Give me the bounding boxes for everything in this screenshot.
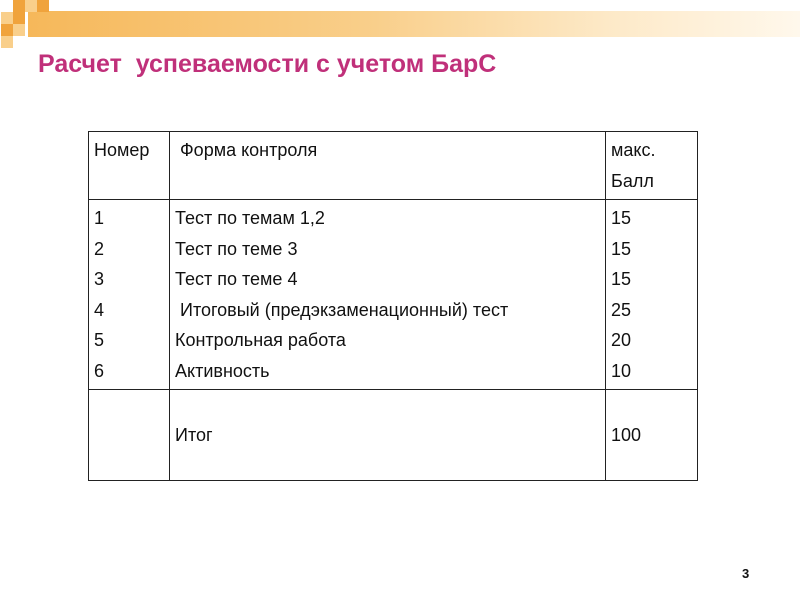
max-scores-cell	[606, 200, 698, 390]
header-gradient-bar	[28, 11, 800, 37]
row-max-score: 25	[611, 299, 632, 320]
forms-cell	[170, 200, 606, 390]
row-max-score: 20	[611, 330, 632, 350]
total-row	[89, 390, 698, 481]
row-max-score: 10	[611, 360, 632, 381]
row-number: 3	[94, 269, 105, 289]
decor-square	[25, 0, 37, 12]
row-max-score: 15	[611, 238, 632, 259]
row-number: 4	[94, 299, 105, 320]
row-form: Тест по теме 3	[175, 238, 298, 259]
table-body-row	[89, 200, 698, 390]
table-header-row	[89, 132, 698, 200]
row-form: Активность	[175, 360, 270, 381]
row-number: 2	[94, 238, 105, 259]
header-max-line1: макс.	[611, 140, 656, 160]
row-number: 1	[94, 208, 105, 228]
decor-square	[13, 12, 25, 24]
row-max-score: 15	[611, 269, 632, 289]
decor-square	[37, 0, 49, 12]
total-label: Итог	[170, 390, 606, 481]
header-max-score	[606, 132, 698, 200]
row-form: Тест по темам 1,2	[175, 208, 325, 228]
decor-square	[13, 0, 25, 12]
decor-square	[1, 24, 13, 36]
decor-square	[1, 36, 13, 48]
row-number: 6	[94, 360, 105, 381]
slide-title: Расчет успеваемости с учетом БарС	[38, 50, 497, 78]
numbers-cell	[89, 200, 170, 390]
page-number: 3	[742, 566, 750, 581]
decor-square	[13, 24, 25, 36]
grades-table	[88, 131, 698, 481]
header-number: Номер	[89, 132, 170, 200]
header-form-label: Форма контроля	[175, 140, 318, 160]
header-form	[170, 132, 606, 200]
total-max-score: 100	[606, 390, 698, 481]
row-form: Итоговый (предэкзаменационный) тест	[175, 299, 509, 320]
row-form: Контрольная работа	[175, 330, 346, 350]
row-max-score: 15	[611, 208, 632, 228]
total-number-cell	[89, 390, 170, 481]
header-decoration	[0, 0, 800, 50]
decor-square	[1, 12, 13, 24]
header-max-line2: Балл	[611, 170, 654, 191]
row-number: 5	[94, 330, 105, 350]
row-form: Тест по теме 4	[175, 269, 298, 289]
